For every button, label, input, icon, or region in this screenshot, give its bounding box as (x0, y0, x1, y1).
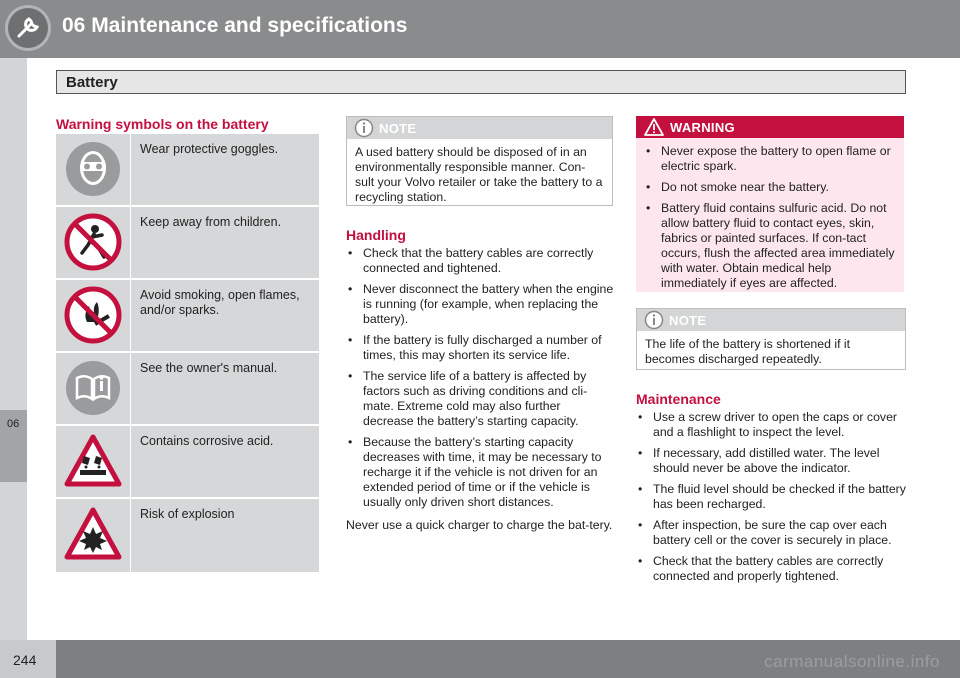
symbol-row-children (56, 207, 319, 280)
warning-list (636, 138, 904, 291)
symbol-text: Keep away from children. (140, 215, 282, 229)
no-flames-icon (64, 286, 122, 344)
section-title-box (56, 70, 906, 94)
list-item: • Check that the battery cables are correctly connected and tightened. (346, 246, 614, 276)
warning-box (636, 116, 904, 292)
no-children-icon (64, 213, 122, 271)
symbol-row-goggles (56, 134, 319, 207)
handling-list-container (346, 246, 614, 533)
symbols-table (56, 134, 319, 572)
symbols-heading: Warning symbols on the battery (56, 116, 269, 132)
maintenance-list-container (636, 410, 906, 590)
symbol-row-manual (56, 353, 319, 426)
chapter-tab (0, 410, 27, 482)
list-item: • Use a screw driver to open the caps or cover and a flashlight to inspect the level. (636, 410, 906, 440)
list-item: • If the battery is fully discharged a number of times, this may shorten its service life. (346, 333, 614, 363)
explosion-icon (64, 505, 122, 563)
list-item: • If necessary, add distilled water. The level should never be above the indicator. (636, 446, 906, 476)
watermark: carmanualsonline.info (764, 652, 940, 671)
symbol-row-flames (56, 280, 319, 353)
handling-list (346, 246, 614, 510)
list-item: • Check that the battery cables are correctly connected and properly tightened. (636, 554, 906, 584)
note-text: The life of the battery is shortened if it becomes discharged repeatedly. (645, 337, 851, 366)
handling-heading: Handling (346, 227, 406, 243)
page-number: 244 (13, 652, 37, 668)
warning-triangle-icon (644, 118, 664, 141)
chapter-tab-label: 06 (7, 418, 20, 430)
symbol-text: Avoid smoking, open flames, and/or sparks. (140, 288, 300, 317)
note-disposal (346, 116, 613, 206)
list-item: • Battery fluid contains sulfuric acid. Do not allow battery fluid to contact eyes, skin, fabrics or painted surfaces. If con-tact occurs, flush the affected area immediately with water. Obtain medical help immediately if eyes are affected. (644, 201, 896, 291)
chapter-header-bar (0, 0, 960, 58)
symbol-row-explosion (56, 499, 319, 572)
handling-footer-text: Never use a quick charger to charge the bat-tery. (346, 518, 613, 532)
maintenance-wrench-icon (5, 5, 51, 51)
symbol-text: Wear protective goggles. (140, 142, 279, 156)
list-item: • Never expose the battery to open flame or electric spark. (644, 144, 896, 174)
symbol-text: Risk of explosion (140, 507, 235, 521)
page-footer (0, 640, 960, 678)
info-icon (644, 310, 664, 335)
list-item: • Do not smoke near the battery. (644, 180, 896, 195)
note-label: NOTE (669, 313, 707, 328)
maintenance-heading: Maintenance (636, 391, 721, 407)
note-label: NOTE (379, 121, 417, 136)
chapter-sidebar (0, 58, 27, 640)
corrosive-acid-icon (64, 432, 122, 490)
symbol-text: Contains corrosive acid. (140, 434, 274, 448)
symbol-row-acid (56, 426, 319, 499)
note-text: A used battery should be disposed of in an environmentally responsible manner. Con-sult your Volvo retailer or take the battery to a recycling station. (355, 145, 603, 204)
chapter-title: 06 Maintenance and specifications (62, 14, 408, 37)
goggles-icon (64, 140, 122, 198)
list-item: • The service life of a battery is affected by factors such as driving conditions and cli-mate. Extreme cold may also further decrease the battery’s starting capacity. (346, 369, 614, 429)
note-discharge (636, 308, 906, 370)
list-item: • Never disconnect the battery when the engine is running (for example, when replacing the battery). (346, 282, 614, 327)
maintenance-list (636, 410, 906, 584)
warning-label: WARNING (670, 120, 735, 135)
info-icon (354, 118, 374, 143)
list-item: • Because the battery’s starting capacity decreases with time, it may be necessary to recharge it if the vehicle is not driven for an extended period of time or if the vehicle is usually only driven short distances. (346, 435, 614, 510)
section-title: Battery (66, 74, 118, 91)
symbol-text: See the owner's manual. (140, 361, 278, 375)
list-item: • The fluid level should be checked if the battery has been recharged. (636, 482, 906, 512)
list-item: • After inspection, be sure the cap over each battery cell or the cover is securely in place. (636, 518, 906, 548)
manual-icon (64, 359, 122, 417)
